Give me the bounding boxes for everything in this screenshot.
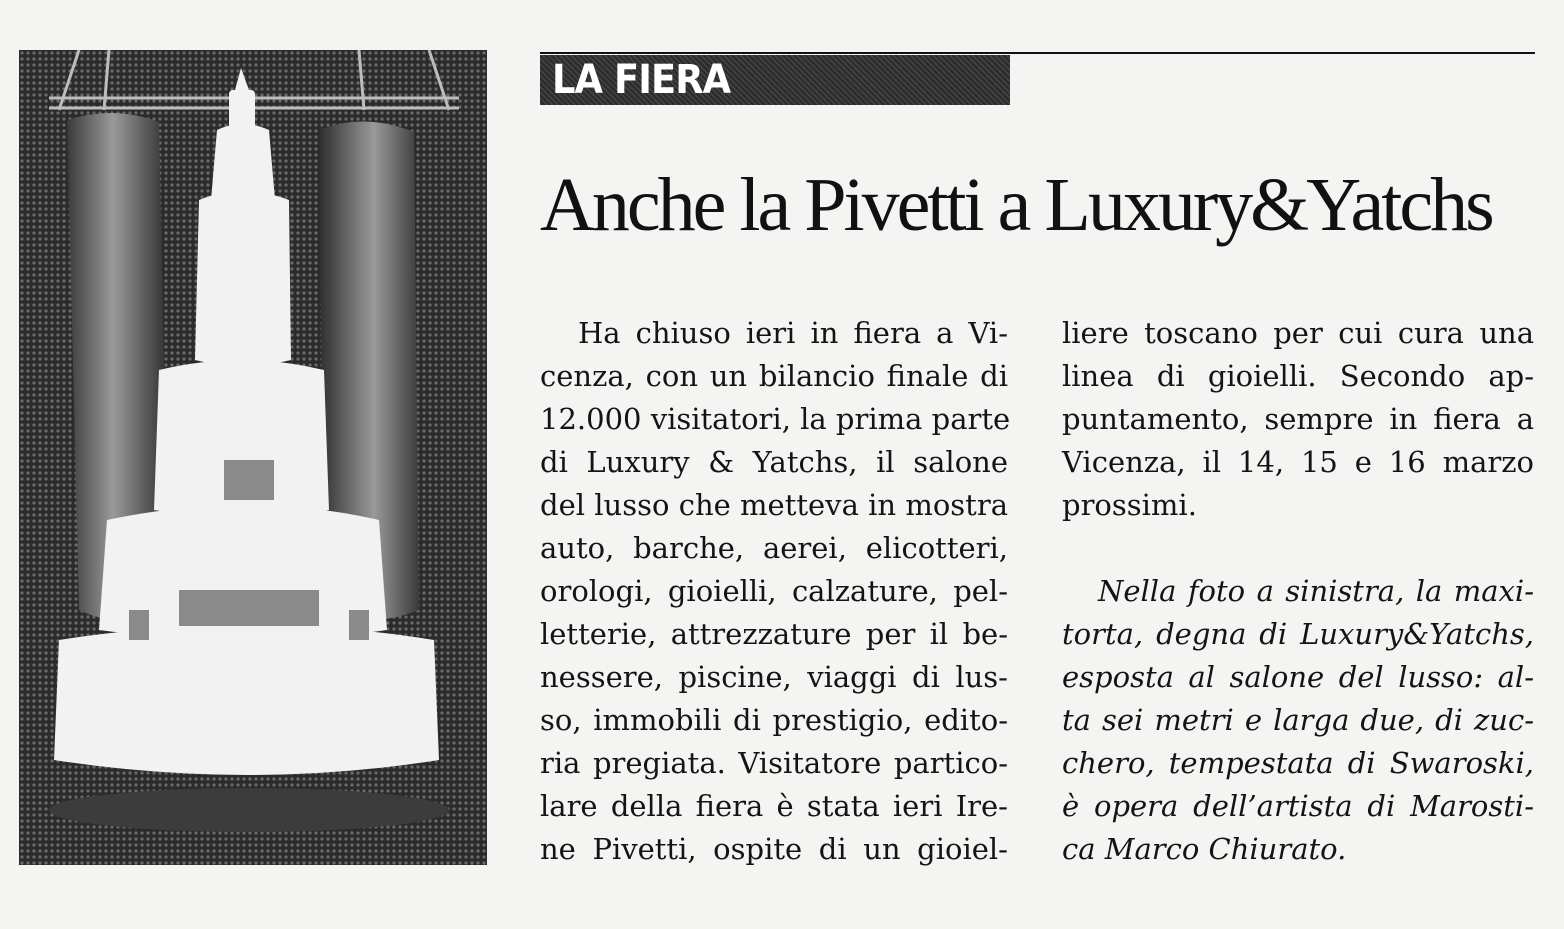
body-line: 12.000 visitatori, la prima parte bbox=[540, 402, 1011, 436]
caption-line: torta, degna di Luxury&Yatchs, bbox=[1062, 617, 1534, 651]
body-column-1 bbox=[540, 312, 1011, 871]
cake-icon bbox=[19, 50, 487, 865]
cake-photo bbox=[19, 50, 487, 865]
paragraph-gap bbox=[1062, 527, 1534, 570]
section-kicker bbox=[540, 55, 1010, 105]
caption-line: ca Marco Chiurato. bbox=[1062, 832, 1347, 866]
body-column-2 bbox=[1062, 312, 1534, 871]
body-line: di Luxury & Yatchs, il salone bbox=[540, 445, 1008, 479]
body-line: so, immobili di prestigio, edito- bbox=[540, 703, 1008, 737]
body-line: auto, barche, aerei, elicotteri, bbox=[540, 531, 1008, 565]
top-rule bbox=[540, 52, 1535, 54]
body-line: puntamento, sempre in fiera a bbox=[1062, 402, 1534, 436]
body-line: letterie, attrezzature per il be- bbox=[540, 617, 1008, 651]
body-line: cenza, con un bilancio finale di bbox=[540, 359, 1008, 393]
caption-line: chero, tempestata di Swaroski, bbox=[1062, 746, 1534, 780]
body-line: del lusso che metteva in mostra bbox=[540, 488, 1008, 522]
body-line: nessere, piscine, viaggi di lus- bbox=[540, 660, 1008, 694]
caption-line: è opera dell’artista di Marosti- bbox=[1062, 789, 1534, 823]
body-line: Ha chiuso ieri in fiera a Vi- bbox=[578, 316, 1008, 350]
body-line: ne Pivetti, ospite di un gioiel- bbox=[540, 832, 1008, 866]
caption-line: ta sei metri e larga due, di zuc- bbox=[1062, 703, 1534, 737]
body-line: ria pregiata. Visitatore partico- bbox=[540, 746, 1008, 780]
body-line: orologi, gioielli, calzature, pel- bbox=[540, 574, 1008, 608]
section-label: LA FIERA bbox=[552, 57, 731, 103]
caption-line: esposta al salone del lusso: al- bbox=[1062, 660, 1534, 694]
body-line: Vicenza, il 14, 15 e 16 marzo bbox=[1062, 445, 1534, 479]
body-line: prossimi. bbox=[1062, 488, 1197, 522]
caption-line: Nella foto a sinistra, la maxi- bbox=[1098, 574, 1534, 608]
body-line: lare della fiera è stata ieri Ire- bbox=[540, 789, 1008, 823]
headline: Anche la Pivetti a Luxury&Yatchs bbox=[540, 163, 1492, 247]
body-line: liere toscano per cui cura una bbox=[1062, 316, 1534, 350]
body-line: linea di gioielli. Secondo ap- bbox=[1062, 359, 1534, 393]
